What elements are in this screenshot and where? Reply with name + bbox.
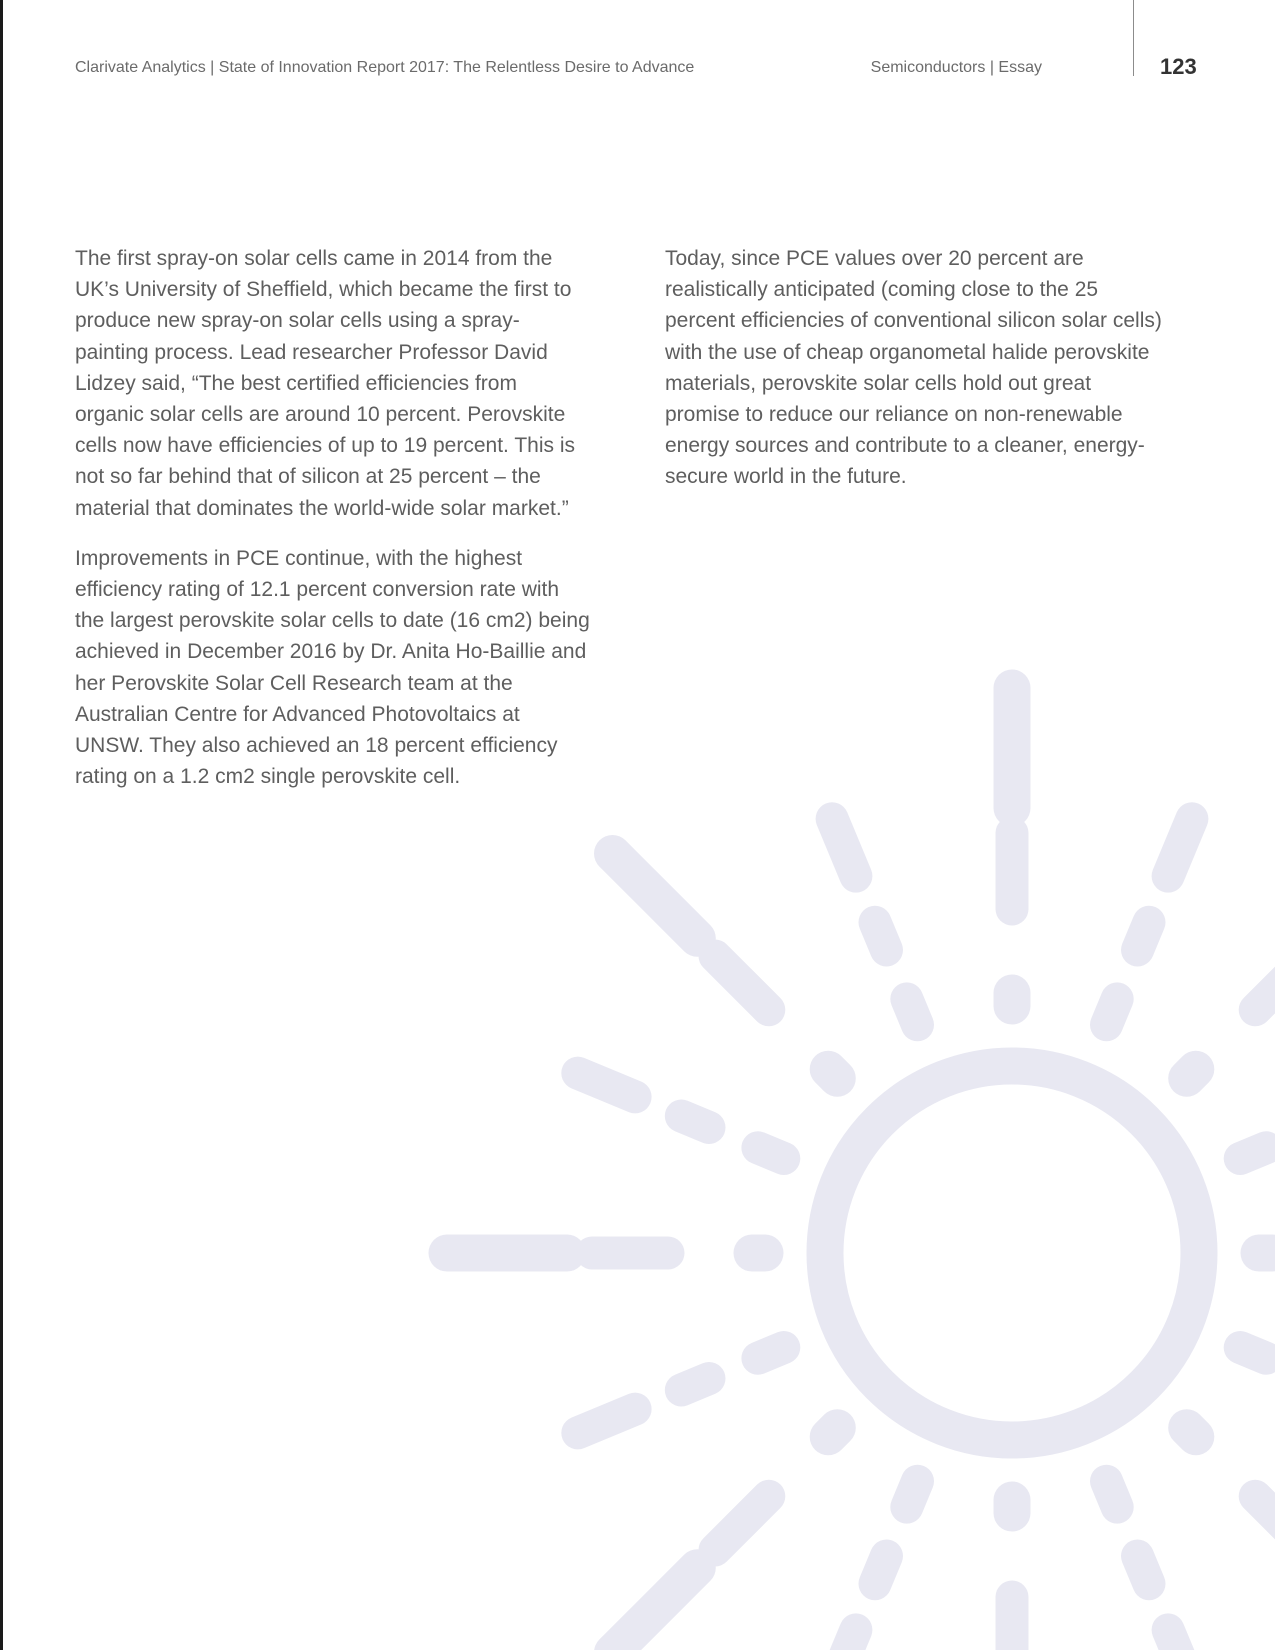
sun-ray-segment (1240, 1348, 1266, 1359)
sun-ray-segment (1187, 1428, 1196, 1437)
sun-ray-segment (828, 1069, 837, 1078)
paragraph: The first spray-on solar cells came in 2014 from the UK’s University of Sheffield, which became the first to produce new spray-on solar cells using a spray-painting process. Lead researcher Professor David Lidzey said, “The best certified efficiencies from organic solar cells are around 10 percent. Perovskite cells now have efficiencies of up to 19 percent. This is not so far behind that of silicon at 25 percent – the material that dominates the world-wide solar market.” (75, 247, 576, 520)
right-column (665, 243, 1165, 512)
sun-ray-segment (681, 1379, 709, 1391)
sun-ray-segment (1107, 1481, 1118, 1507)
sun-ray-segment (1255, 1496, 1275, 1550)
sun-ray-segment (1255, 956, 1275, 1010)
page-number: 123 (1160, 54, 1197, 79)
sun-ray-segment (613, 854, 698, 939)
sun-ray-segment (578, 1409, 635, 1433)
sun-ray-segment (1168, 1630, 1192, 1650)
sun-ray-segment (907, 999, 918, 1025)
sun-ray-segment (1187, 1069, 1196, 1078)
paragraph: Today, since PCE values over 20 percent are realistically anticipated (coming close to the 25 percent efficiencies of conventional silicon solar cells) with the use of cheap organometal halide perovskite materials, perovskite solar cells hold out great promise to reduce our reliance on non-renewable energy sources and contribute to a cleaner, energy-secure world in the future. (665, 247, 1162, 489)
sun-ray-segment (758, 1348, 784, 1359)
sun-ray-segment (1138, 1556, 1150, 1584)
running-header-section: Semiconductors | Essay (870, 59, 1042, 76)
sun-ray-segment (715, 1496, 769, 1550)
running-header-publication: Clarivate Analytics | State of Innovation Report 2017: The Relentless Desire to Advance (75, 59, 695, 76)
left-column (75, 243, 590, 811)
sun-ray-segment (875, 1556, 887, 1584)
sun-ring (825, 1066, 1199, 1440)
sun-ray-segment (875, 922, 887, 950)
sun-ray-segment (1240, 1148, 1266, 1159)
sun-ray-segment (832, 1630, 856, 1650)
sun-ray-segment (828, 1428, 837, 1437)
paragraph: Improvements in PCE continue, with the highest efficiency rating of 12.1 percent conversion rate with the largest perovskite solar cells to date (16 cm2) being achieved in December 2016 by Dr. Anita Ho-Baillie and her Perovskite Solar Cell Research team at the Australian Centre for Advanced Photovoltaics at UNSW. They also achieved an 18 percent efficiency rating on a 1.2 cm2 single perovskite cell. (75, 546, 590, 789)
sun-ray-segment (907, 1481, 918, 1507)
sun-ray-segment (681, 1116, 709, 1128)
sun-ray-segment (1168, 819, 1192, 876)
sun-ray-segment (1138, 922, 1150, 950)
sun-ray-segment (832, 819, 856, 876)
sun-ray-segment (578, 1073, 635, 1097)
sun-ray-segment (715, 956, 769, 1010)
sun-ray-segment (613, 1568, 698, 1650)
sun-ray-segment (1107, 999, 1118, 1025)
sun-ray-segment (758, 1148, 784, 1159)
